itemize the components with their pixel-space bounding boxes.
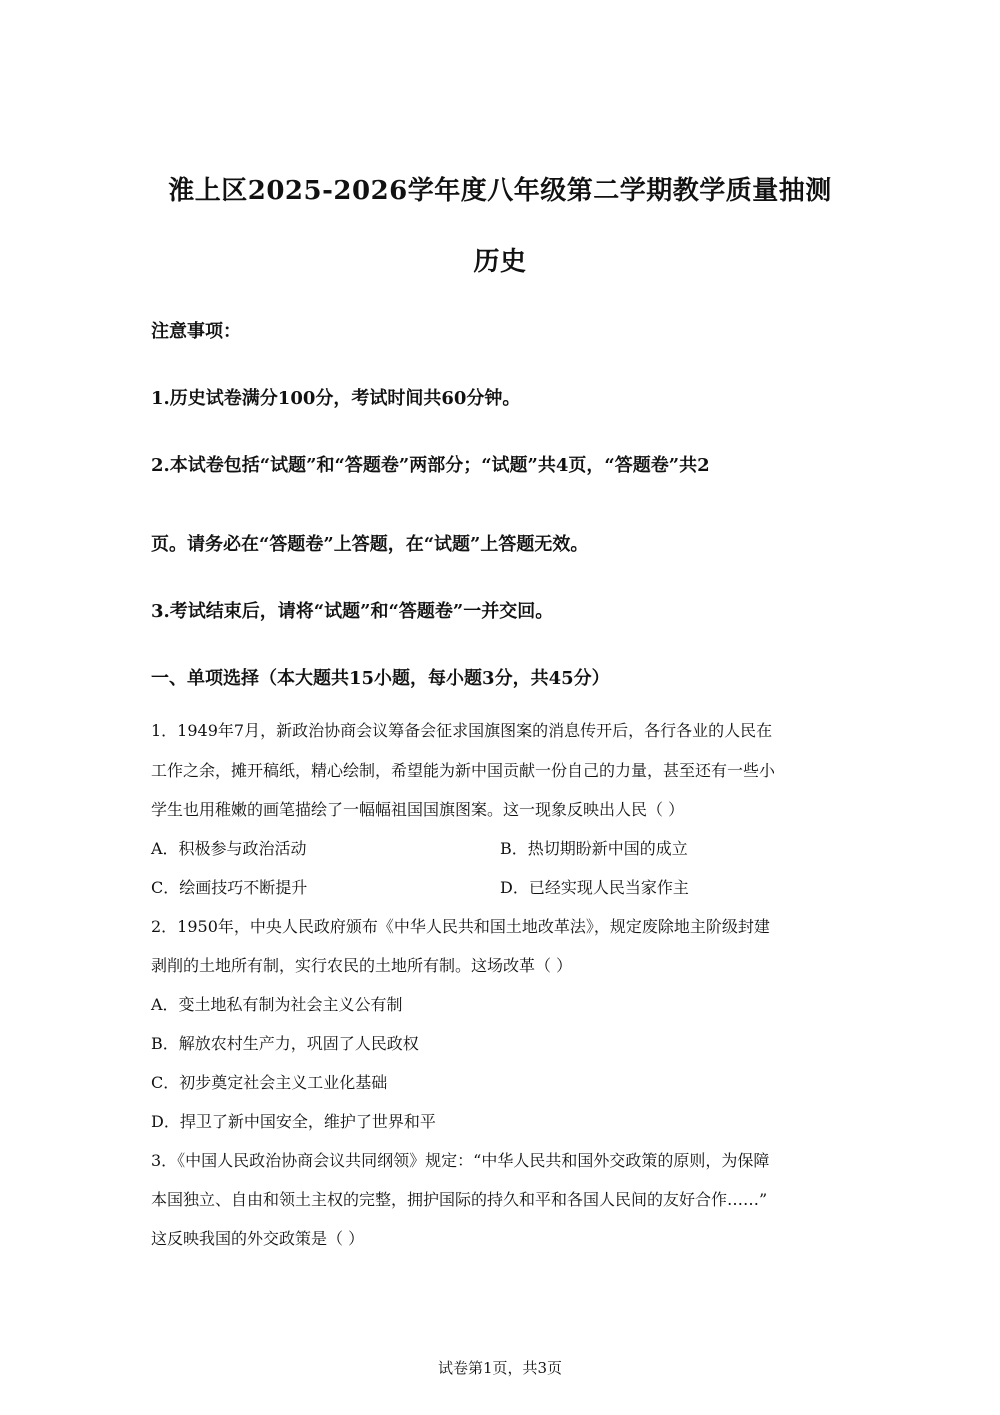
page-footer: 试卷第1页，共3页 xyxy=(437,1359,563,1377)
exam-title: 淮上区2025-2026学年度八年级第二学期教学质量抽测 xyxy=(168,176,832,206)
question-1-option-d: D．已经实现人民当家作主 xyxy=(500,878,689,897)
note-item-2-cont: 页。请务必在“答题卷”上答题，在“试题”上答题无效。 xyxy=(151,534,589,555)
question-2-option-d: D．捍卫了新中国安全，维护了世界和平 xyxy=(151,1112,436,1131)
question-1-line-3: 学生也用稚嫩的画笔描绘了一幅幅祖国国旗图案。这一现象反映出人民（ ） xyxy=(151,800,685,819)
section-heading: 一、单项选择（本大题共15小题，每小题3分，共45分） xyxy=(151,668,610,689)
note-item-2: 2.本试卷包括“试题”和“答题卷”两部分；“试题”共4页，“答题卷”共2 xyxy=(151,455,710,476)
question-1-option-b: B．热切期盼新中国的成立 xyxy=(500,839,688,858)
question-1-line-2: 工作之余，摊开稿纸，精心绘制，希望能为新中国贡献一份自己的力量，甚至还有一些小 xyxy=(151,761,776,780)
question-2-line-1: 2．1950年，中央人民政府颁布《中华人民共和国土地改革法》，规定废除地主阶级封建 xyxy=(151,917,770,936)
question-3-line-3: 这反映我国的外交政策是（ ） xyxy=(151,1229,365,1248)
subject-title: 历史 xyxy=(473,247,527,277)
question-2-line-2: 剥削的土地所有制，实行农民的土地所有制。这场改革（ ） xyxy=(151,956,573,975)
question-2-option-b: B．解放农村生产力，巩固了人民政权 xyxy=(151,1034,419,1053)
question-3-line-2: 本国独立、自由和领土主权的完整，拥护国际的持久和平和各国人民间的友好合作……” xyxy=(151,1190,768,1209)
question-2-option-a: A．变土地私有制为社会主义公有制 xyxy=(151,995,403,1014)
question-1-option-a: A．积极参与政治活动 xyxy=(151,839,307,858)
question-1-line-1: 1．1949年7月，新政治协商会议筹备会征求国旗图案的消息传开后，各行各业的人民在 xyxy=(151,721,773,740)
question-3-line-1: 3．《中国人民政治协商会议共同纲领》规定：“中华人民共和国外交政策的原则，为保障 xyxy=(151,1151,770,1170)
note-item-1: 1.历史试卷满分100分，考试时间共60分钟。 xyxy=(151,388,521,409)
question-2-option-c: C．初步奠定社会主义工业化基础 xyxy=(151,1073,388,1092)
notes-heading: 注意事项： xyxy=(151,321,241,342)
question-1-option-c: C．绘画技巧不断提升 xyxy=(151,878,308,897)
note-item-3: 3.考试结束后，请将“试题”和“答题卷”一并交回。 xyxy=(151,601,554,622)
